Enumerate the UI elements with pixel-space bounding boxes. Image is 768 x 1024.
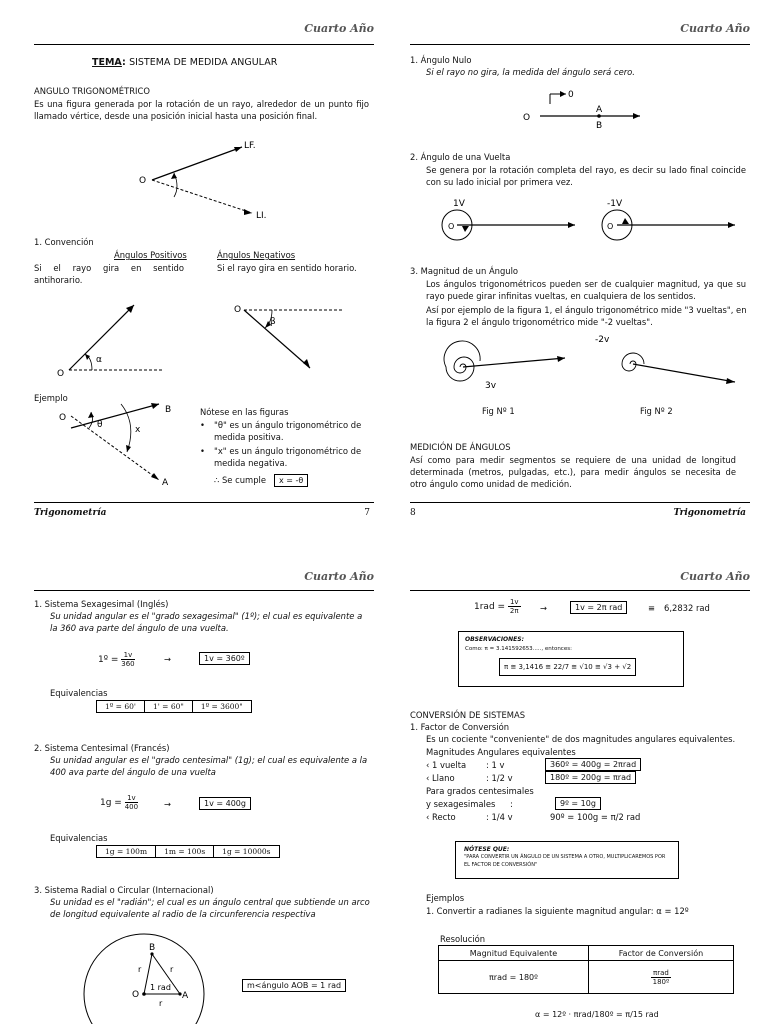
- one-rad-label: 1 rad: [150, 983, 171, 992]
- equiv-cell: 1m = 100s: [156, 846, 214, 858]
- vertex-label: O: [234, 305, 242, 315]
- point-b-label: B: [149, 943, 156, 953]
- conversion-heading: CONVERSIÓN DE SISTEMAS: [410, 710, 526, 720]
- header-rule: [410, 44, 750, 45]
- vertex-label: O: [57, 369, 65, 379]
- arrow-icon: →: [164, 799, 172, 809]
- page-number: 7: [364, 508, 370, 518]
- examples-title: Ejemplos: [426, 893, 465, 903]
- angle-figure: [134, 135, 304, 225]
- row-label: ‹ Recto: [426, 812, 456, 822]
- example-figure: [59, 400, 209, 490]
- vertex-label: O: [448, 222, 455, 231]
- factor-text: Es un cociente "conveniente" de dos magnitudes angulares equivalentes.: [426, 734, 736, 744]
- factor-den: 180º: [652, 977, 670, 986]
- negative-text: Si el rayo gira en sentido horario.: [217, 263, 357, 273]
- item-2-title: 2. Ángulo de una Vuelta: [410, 152, 511, 162]
- item-1-text: Si el rayo no gira, la medida del ángulo será cero.: [426, 67, 635, 77]
- bullet-icon: •: [200, 446, 205, 456]
- one-turn-label: 1V: [453, 199, 465, 209]
- row-label: y sexagesimales: [426, 799, 496, 809]
- formula-num: 1v: [121, 651, 134, 660]
- radian-circle-figure: [74, 932, 214, 1024]
- final-side-label: LF.: [244, 141, 256, 151]
- formula-num: 1v: [125, 794, 138, 803]
- neg-two-turns-label: -2v: [595, 335, 610, 345]
- zero-label: 0: [568, 90, 574, 100]
- radian-box: 1v = 2π rad: [570, 601, 627, 614]
- formula-den: 2π: [509, 607, 519, 615]
- magnitudes-title: Magnitudes Angulares equivalentes: [426, 747, 576, 757]
- vertex-label: O: [523, 113, 531, 123]
- vertex-label: O: [59, 413, 67, 423]
- factor-num: πrad: [653, 968, 669, 977]
- page-header: Cuarto Año: [304, 570, 374, 583]
- negative-angle-figure: [232, 300, 352, 380]
- system-1-text: Su unidad angular es el "grado sexagesimal" (1º); el cual es equivalente a la 360 ava parte del ángulo de una vuelta.: [50, 611, 363, 633]
- page-header: Cuarto Año: [680, 570, 750, 583]
- conversion-table: [438, 945, 734, 994]
- arrow-icon: →: [164, 654, 172, 664]
- positive-title: Ángulos Positivos: [114, 250, 187, 260]
- measure-heading: MEDICIÓN DE ÁNGULOS: [410, 442, 511, 452]
- positive-angle-figure: [54, 300, 174, 380]
- header-rule: [410, 590, 750, 591]
- formula-num: 1v: [509, 598, 519, 606]
- positive-text: Si el rayo gira en sentido antihorario.: [34, 263, 184, 285]
- point-a-label: A: [162, 478, 169, 488]
- centesimal-formula: [100, 794, 138, 811]
- row-label: Para grados centesimales: [426, 786, 534, 796]
- formula-lhs: 1rad =: [474, 602, 506, 612]
- footer-title: Trigonometría: [34, 508, 107, 518]
- page-number: 8: [410, 508, 416, 518]
- observations-line: Como: π = 3.141592653....., entonces:: [465, 646, 572, 652]
- radius-label: r: [138, 965, 142, 974]
- negative-title: Ángulos Negativos: [217, 250, 296, 260]
- figure-1-caption: Fig Nº 1: [482, 406, 515, 416]
- equiv-cell: 1g = 10000s: [214, 846, 279, 858]
- point-b-label: B: [165, 405, 172, 415]
- equiv-cell: 1' = 60": [144, 701, 192, 713]
- equiv-cell: 1g = 100m: [97, 846, 156, 858]
- equivalence-sign: ≡: [648, 603, 656, 613]
- figure-2-caption: Fig Nº 2: [640, 406, 673, 416]
- result-box: x = -θ: [274, 474, 308, 487]
- row-value: : 1/2 v: [486, 773, 513, 783]
- formula-den: 360: [121, 660, 135, 668]
- page-header: Cuarto Año: [680, 22, 750, 35]
- radian-value: 6,2832 rad: [664, 603, 710, 613]
- page-header: Cuarto Año: [304, 22, 374, 35]
- system-2-text: Su unidad angular es el "grado centesimal" (1g); el cual es equivalente a la 400 ava parte del ángulo de una vuelta: [50, 755, 368, 777]
- grade-degree-box: 9º = 10g: [555, 797, 601, 810]
- sexagesimal-equiv-table: [96, 700, 252, 713]
- footer-rule: [34, 502, 374, 503]
- equiv-cell: 1º = 60': [97, 701, 145, 713]
- example-heading: Ejemplo: [34, 393, 68, 403]
- section-text: Es una figura generada por la rotación de un rayo, alrededor de un punto fijo llamado vértice, desde una posición inicial hasta una posición final.: [34, 99, 369, 121]
- item-3-text: Los ángulos trigonométricos pueden ser de cualquier magnitud, ya que su rayo puede girar infinitas vueltas, en cualquiera de los sentidos.: [426, 279, 746, 301]
- beta-label: β: [270, 317, 276, 327]
- theta-label: θ: [97, 420, 103, 430]
- note-title: Nótese en las figuras: [200, 407, 289, 417]
- centesimal-equiv-table: [96, 845, 280, 858]
- system-1-title: 1. Sistema Sexagesimal (Inglés): [34, 599, 169, 609]
- initial-side-label: LI.: [256, 211, 267, 221]
- measure-text: Así como para medir segmentos se requiere de una unidad de longitud determinada (metros, pulgadas, etc.), para medir ángulos se necesita de otro ángulo como unidad de medición.: [410, 455, 736, 489]
- formula-den: 400: [124, 803, 139, 811]
- point-b-label: B: [596, 121, 603, 131]
- vertex-label: O: [607, 222, 614, 231]
- arc-label: r: [170, 965, 174, 974]
- note-conclusion: ∴ Se cumple: [214, 475, 266, 485]
- centesimal-box: 1v = 400g: [199, 797, 251, 810]
- neg-turn-label: -1V: [607, 199, 623, 209]
- point-a-label: A: [596, 105, 603, 115]
- radian-definition-box: m<ángulo AOB = 1 rad: [242, 979, 346, 992]
- note-item-1: "θ" es un ángulo trigonométrico de medida positiva.: [214, 420, 362, 442]
- row-label: ‹ Llano: [426, 773, 455, 783]
- header-rule: [34, 590, 374, 591]
- row-value: :: [510, 799, 513, 809]
- note-box: [455, 841, 679, 879]
- observations-title: OBSERVACIONES:: [465, 636, 524, 643]
- point-a-label: A: [182, 991, 189, 1001]
- item-3-title: 3. Magnitud de un Ángulo: [410, 266, 519, 276]
- full-turn-box: 360º = 400g = 2πrad: [545, 758, 641, 771]
- system-3-title: 3. Sistema Radial o Circular (Internacional): [34, 885, 214, 895]
- equiv-cell: 1º = 3600": [192, 701, 251, 713]
- full-turn-figures: [435, 196, 755, 246]
- example-1: 1. Convertir a radianes la siguiente magnitud angular: α = 12º: [426, 906, 689, 916]
- vertex-label: O: [139, 176, 147, 186]
- table-header: Factor de Conversión: [588, 946, 733, 961]
- alpha-label: α: [96, 355, 102, 365]
- system-3-text: Su unidad es el "radián"; el cual es un ángulo central que subtiende un arco de longitud equivalente al radio de la circunferencia respectiva: [50, 897, 370, 919]
- item-2-text: Se genera por la rotación completa del rayo, es decir su lado final coincide con su lado inicial por primera vez.: [426, 165, 746, 187]
- x-label: x: [135, 425, 141, 435]
- sexagesimal-formula: [98, 651, 135, 668]
- section-heading: ANGULO TRIGONOMÉTRICO: [34, 86, 150, 96]
- null-angle-figure: [520, 84, 650, 130]
- pi-approximation: π ≅ 3,1416 ≅ 22/7 ≅ √10 ≅ √3 + √2: [499, 658, 636, 676]
- table-cell: πrad = 180º: [439, 961, 589, 994]
- radian-formula: [474, 598, 521, 615]
- three-turns-label: 3v: [485, 381, 497, 391]
- equiv-label: Equivalencias: [50, 688, 108, 698]
- radius-label: r: [159, 999, 163, 1008]
- formula-lhs: 1º =: [98, 655, 119, 665]
- item-3-text-2: Así por ejemplo de la figura 1, el ángulo trigonométrico mide "3 vueltas", en la figura 2 el ángulo trigonométrico mide "-2 vueltas".: [426, 305, 747, 327]
- topic-label: TEMA: [92, 57, 122, 68]
- topic-title: TEMA: SISTEMA DE MEDIDA ANGULAR: [92, 57, 278, 68]
- spiral-figures: [435, 334, 755, 400]
- observations-box: [458, 631, 684, 687]
- center-label: O: [132, 990, 140, 1000]
- formula-lhs: 1g =: [100, 798, 122, 808]
- header-rule: [34, 44, 374, 45]
- row-value: : 1 v: [486, 760, 505, 770]
- final-result: α = 12º · πrad/180º = π/15 rad: [535, 1010, 659, 1019]
- table-header: Magnitud Equivalente: [439, 946, 589, 961]
- row-value: : 1/4 v: [486, 812, 513, 822]
- topic-name: SISTEMA DE MEDIDA ANGULAR: [129, 57, 278, 68]
- footer-title: Trigonometría: [673, 508, 746, 518]
- right-angle-value: 90º = 100g = π/2 rad: [550, 812, 641, 822]
- bullet-icon: •: [200, 420, 205, 430]
- resolution-label: Resolución: [440, 934, 486, 944]
- table-cell: [588, 961, 733, 994]
- system-2-title: 2. Sistema Centesimal (Francés): [34, 743, 170, 753]
- arrow-icon: →: [540, 603, 548, 613]
- row-label: ‹ 1 vuelta: [426, 760, 467, 770]
- footer-rule: [410, 502, 750, 503]
- note-title: NÓTESE QUE:: [464, 846, 510, 853]
- convention-heading: 1. Convención: [34, 237, 94, 247]
- factor-title: 1. Factor de Conversión: [410, 722, 510, 732]
- straight-angle-box: 180º = 200g = πrad: [545, 771, 636, 784]
- note-item-2: "x" es un ángulo trigonométrico de medida negativa.: [214, 446, 362, 468]
- note-text: "PARA CONVERTIR UN ÁNGULO DE UN SISTEMA A OTRO, MULTIPLICAREMOS POR EL FACTOR DE CONVERSIÓN": [464, 854, 666, 868]
- sexagesimal-box: 1v = 360º: [199, 652, 250, 665]
- equiv-label: Equivalencias: [50, 833, 108, 843]
- item-1-title: 1. Ángulo Nulo: [410, 55, 472, 65]
